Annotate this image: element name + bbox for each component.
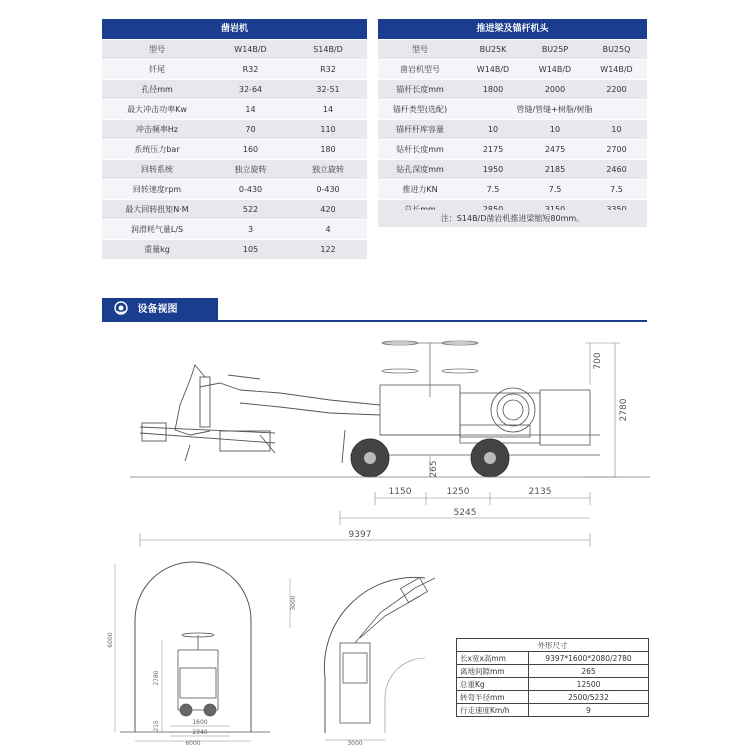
table-row xyxy=(102,60,367,80)
cell: 推进力KN xyxy=(378,180,462,200)
column-header: 型号 xyxy=(102,40,212,60)
table-row xyxy=(457,652,649,665)
column-header: S14B/D xyxy=(289,40,367,60)
table-row xyxy=(378,160,647,180)
dim-segment-2: 1250 xyxy=(446,487,470,497)
cell: 2460 xyxy=(586,160,647,180)
cell: 522 xyxy=(212,200,289,220)
cell: 管缝/管缝+树脂/树脂 xyxy=(462,100,647,120)
cell: 2475 xyxy=(524,140,586,160)
cell: 锚杆杆库容量 xyxy=(378,120,462,140)
cell: 265 xyxy=(529,665,649,678)
cell: 独立旋转 xyxy=(212,160,289,180)
gear-cloud-icon xyxy=(114,301,128,315)
table-row xyxy=(378,120,647,140)
cell: 长x宽x高mm xyxy=(457,652,529,665)
cell: W14B/D xyxy=(462,60,524,80)
rock-drill-table-title: 凿岩机 xyxy=(102,19,367,39)
dim-clearance: 265 xyxy=(429,460,439,478)
feed-beam-note: 注：S14B/D凿岩机推进梁缩短80mm。 xyxy=(378,210,647,227)
column-header: 型号 xyxy=(378,40,462,60)
cell: W14B/D xyxy=(586,60,647,80)
cell: 离地间隙mm xyxy=(457,665,529,678)
cell: 10 xyxy=(462,120,524,140)
table-row xyxy=(378,80,647,100)
cell: 1800 xyxy=(462,80,524,100)
table-row xyxy=(457,665,649,678)
table-row xyxy=(378,140,647,160)
cell: 32-64 xyxy=(212,80,289,100)
table-row xyxy=(457,691,649,704)
cell: 7.5 xyxy=(462,180,524,200)
table-row xyxy=(378,40,647,60)
side-view-drawing xyxy=(130,335,650,550)
turning-view-drawing xyxy=(285,568,455,746)
cell: 重量kg xyxy=(102,240,212,260)
cell: 钻孔深度mm xyxy=(378,160,462,180)
outer-dimensions-title: 外形尺寸 xyxy=(457,639,649,652)
cell: 2000 xyxy=(524,80,586,100)
cell: 凿岩机型号 xyxy=(378,60,462,80)
section-divider xyxy=(218,320,647,322)
dim-wheelbase-total: 5245 xyxy=(453,508,477,518)
cell: R32 xyxy=(212,60,289,80)
cell: 10 xyxy=(586,120,647,140)
cell: 4 xyxy=(289,220,367,240)
cell: 2500/5232 xyxy=(529,691,649,704)
table-row xyxy=(102,120,367,140)
cell: 2700 xyxy=(586,140,647,160)
cell: 2185 xyxy=(524,160,586,180)
cell: 独立旋转 xyxy=(289,160,367,180)
cell: 180 xyxy=(289,140,367,160)
dim-turn-offset: 3000 xyxy=(347,740,363,746)
cell: 0-430 xyxy=(289,180,367,200)
cell: 160 xyxy=(212,140,289,160)
feed-beam-table-title: 推进梁及锚杆机头 xyxy=(378,19,647,39)
dim-mast: 700 xyxy=(593,352,603,370)
cell: 7.5 xyxy=(586,180,647,200)
cell: 9397*1600*2080/2780 xyxy=(529,652,649,665)
cell: 钻杆长度mm xyxy=(378,140,462,160)
cell: R32 xyxy=(289,60,367,80)
dim-width-outer: 2340 xyxy=(192,729,208,736)
cell: 122 xyxy=(289,240,367,260)
dim-tunnel-height: 6000 xyxy=(107,632,114,648)
cell: 最大回转扭矩N·M xyxy=(102,200,212,220)
cell: 钎尾 xyxy=(102,60,212,80)
column-header: BU25P xyxy=(524,40,586,60)
table-row xyxy=(102,80,367,100)
cell: 420 xyxy=(289,200,367,220)
cell: 2175 xyxy=(462,140,524,160)
table-row xyxy=(102,160,367,180)
dim-segment-3: 2135 xyxy=(528,487,552,497)
table-row xyxy=(102,100,367,120)
cell: 转弯半径mm xyxy=(457,691,529,704)
table-row xyxy=(102,140,367,160)
table-row xyxy=(102,40,367,60)
cell: 最大冲击功率Kw xyxy=(102,100,212,120)
cell: 14 xyxy=(289,100,367,120)
dim-machine-height: 2780 xyxy=(153,670,160,686)
dim-height: 2780 xyxy=(619,398,629,422)
dim-overall-length: 9397 xyxy=(348,530,372,540)
rock-drill-table xyxy=(102,40,367,260)
cell: 9 xyxy=(529,704,649,717)
outer-dimensions-table xyxy=(456,638,649,717)
table-row xyxy=(378,60,647,80)
cell: 70 xyxy=(212,120,289,140)
cell: 锚杆长度mm xyxy=(378,80,462,100)
dim-tunnel-width: 6000 xyxy=(185,740,201,745)
cell: 14 xyxy=(212,100,289,120)
table-row xyxy=(457,704,649,717)
cell: 润滑耗气量L/S xyxy=(102,220,212,240)
cell: 110 xyxy=(289,120,367,140)
table-row xyxy=(378,100,647,120)
table-row xyxy=(457,678,649,691)
cell: 行走速度Km/h xyxy=(457,704,529,717)
cell: W14B/D xyxy=(524,60,586,80)
dim-turn-radius: 3000 xyxy=(290,595,297,611)
cell: 回转速度rpm xyxy=(102,180,212,200)
dim-width-inner: 1600 xyxy=(192,719,208,726)
feed-beam-table xyxy=(378,40,647,220)
table-row xyxy=(102,220,367,240)
dim-ground: 215 xyxy=(153,720,160,732)
cell: 0-430 xyxy=(212,180,289,200)
cell: 10 xyxy=(524,120,586,140)
column-header: W14B/D xyxy=(212,40,289,60)
cell: 冲击频率Hz xyxy=(102,120,212,140)
cell: 总重Kg xyxy=(457,678,529,691)
cell: 孔径mm xyxy=(102,80,212,100)
cell: 32-51 xyxy=(289,80,367,100)
cell: 7.5 xyxy=(524,180,586,200)
column-header: BU25K xyxy=(462,40,524,60)
cell: 回转系统 xyxy=(102,160,212,180)
section-tab xyxy=(102,298,218,322)
column-header: BU25Q xyxy=(586,40,647,60)
cell: 系统压力bar xyxy=(102,140,212,160)
table-row xyxy=(457,639,649,652)
cell: 105 xyxy=(212,240,289,260)
section-title: 设备视图 xyxy=(137,304,178,315)
cell: 12500 xyxy=(529,678,649,691)
front-view-drawing xyxy=(100,560,290,745)
cell: 锚杆类型(选配) xyxy=(378,100,462,120)
dim-segment-1: 1150 xyxy=(388,487,412,497)
cell: 1950 xyxy=(462,160,524,180)
table-row xyxy=(102,200,367,220)
cell: 2200 xyxy=(586,80,647,100)
cell: 3 xyxy=(212,220,289,240)
table-row xyxy=(378,180,647,200)
table-row xyxy=(102,180,367,200)
table-row xyxy=(102,240,367,260)
